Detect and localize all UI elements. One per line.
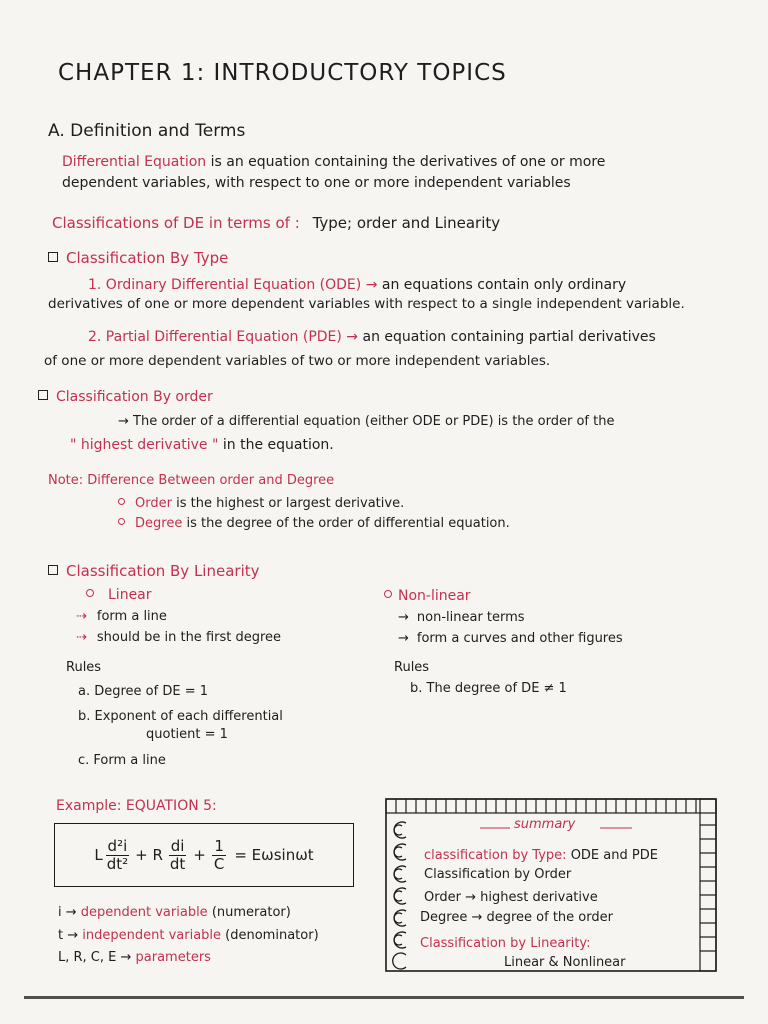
bullet-icon [118, 518, 125, 525]
note-bullet-2 [118, 516, 510, 531]
page-title: CHAPTER 1: INTRODUCTORY TOPICS [58, 60, 507, 86]
var-meaning: parameters [135, 950, 211, 965]
note-bullet-1 [118, 496, 404, 511]
circle-icon [86, 589, 94, 597]
linear-attr-2-text: should be in the first degree [96, 630, 282, 645]
ode-text: an equations contain only ordinary [381, 277, 627, 293]
var-meaning: dependent variable [80, 905, 208, 920]
rule-b-nonlinear: b. The degree of DE ≠ 1 [410, 681, 567, 696]
linear-text: Linear [108, 587, 152, 603]
summary-line-4: Degree → degree of the order [420, 910, 613, 925]
var-symbol: L, R, C, E → [58, 950, 132, 965]
summary-line-5: Classification by Linearity: [420, 936, 591, 951]
rule-b: b. Exponent of each differential [78, 709, 283, 724]
frac-den: C [213, 854, 225, 873]
frac-num: 1 [214, 836, 224, 855]
arrow-right-icon: → [398, 610, 409, 625]
summary-type-value: ODE and PDE [570, 848, 658, 863]
linearity-heading-label: Classification By Linearity [66, 562, 260, 580]
summary-line-6: Linear & Nonlinear [504, 955, 626, 970]
order-heading-label: Classification By order [56, 389, 213, 405]
summary-type-label: classification by Type: [424, 848, 567, 863]
page-edge [24, 996, 744, 999]
fraction-1-C [212, 838, 226, 873]
var-line-2 [58, 928, 319, 943]
arrow-right-icon: → [398, 631, 409, 646]
example-label: Example: EQUATION 5: [56, 798, 217, 814]
var-meaning: independent variable [82, 928, 222, 943]
degree-def: is the degree of the order of differential equation. [186, 516, 510, 531]
frac-den: dt [169, 854, 186, 873]
linear-attr-1 [76, 609, 167, 624]
highest-derivative-text: " highest derivative " [70, 437, 219, 453]
var-symbol: i → [58, 905, 77, 920]
classifications-types: Type; order and Linearity [312, 214, 501, 232]
pde-text: an equation containing partial derivatives [362, 329, 656, 345]
linearity-heading [48, 562, 260, 580]
order-heading [38, 389, 213, 405]
nonlinear-attr-1 [398, 610, 525, 625]
linear-label [86, 587, 152, 603]
checkbox-icon [48, 565, 58, 575]
ode-label: 1. Ordinary Differential Equation (ODE) → [88, 277, 378, 293]
summary-line-3: Order → highest derivative [424, 890, 598, 905]
definition-line-2: dependent variables, with respect to one or more independent variables [62, 175, 571, 191]
rules-label-right: Rules [394, 660, 430, 675]
var-line-3 [58, 950, 211, 965]
order-line-1: → The order of a differential equation (either ODE or PDE) is the order of the [118, 414, 615, 429]
order-line-2-text: in the equation. [222, 437, 334, 453]
classifications-line [52, 214, 500, 232]
summary-box [382, 795, 722, 975]
fraction-di-dt [168, 838, 187, 873]
linear-attr-1-text: form a line [96, 609, 167, 624]
equation-box [54, 823, 354, 887]
degree-term: Degree [135, 516, 183, 531]
rule-c: c. Form a line [78, 753, 166, 768]
var-note: (numerator) [211, 905, 291, 920]
nonlinear-label [384, 588, 471, 604]
definition-line-1 [62, 154, 605, 170]
type-item-2-line2: of one or more dependent variables of two or more independent variables. [44, 353, 551, 369]
note-label: Note: Difference Between order and Degree [48, 473, 335, 488]
circle-icon [384, 590, 392, 598]
nonlinear-attr-2-text: form a curves and other figures [416, 631, 623, 646]
definition-term: Differential Equation [62, 154, 207, 170]
order-line-2 [70, 437, 334, 453]
var-symbol: t → [58, 928, 79, 943]
arrow-right-icon: ⇢ [76, 630, 87, 645]
eq-L: L [94, 846, 103, 864]
section-heading: A. Definition and Terms [48, 121, 246, 141]
rule-a: a. Degree of DE = 1 [78, 684, 208, 699]
rules-label-left: Rules [66, 660, 102, 675]
arrow-right-icon: ⇢ [76, 609, 87, 624]
order-term: Order [135, 496, 172, 511]
var-note: (denominator) [225, 928, 319, 943]
type-heading [48, 249, 228, 267]
checkbox-icon [48, 252, 58, 262]
type-item-1 [88, 277, 626, 293]
nonlinear-attr-1-text: non-linear terms [416, 610, 525, 625]
linear-attr-2 [76, 630, 281, 645]
bullet-icon [118, 498, 125, 505]
summary-line-1 [424, 848, 658, 863]
classifications-label: Classifications of DE in terms of : [52, 214, 300, 232]
type-heading-label: Classification By Type [66, 249, 229, 267]
eq-rhs: = Eωsinωt [234, 846, 314, 864]
eq-plus: + [193, 846, 206, 864]
rule-b-cont: quotient = 1 [146, 727, 228, 742]
summary-line-2: Classification by Order [424, 867, 572, 882]
checkbox-icon [38, 390, 48, 400]
nonlinear-text: Non-linear [398, 588, 471, 604]
var-line-1 [58, 905, 291, 920]
definition-text: is an equation containing the derivatives of one or more [206, 154, 606, 170]
fraction-d2i-dt2 [105, 838, 130, 873]
type-item-2 [88, 329, 656, 345]
eq-plus-R: + R [135, 846, 163, 864]
order-def: is the highest or largest derivative. [176, 496, 405, 511]
summary-title: summary [514, 817, 576, 832]
nonlinear-attr-2 [398, 631, 623, 646]
type-item-1-line2: derivatives of one or more dependent variables with respect to a single independent variable. [48, 296, 685, 312]
pde-label: 2. Partial Differential Equation (PDE) → [88, 329, 359, 345]
frac-num: di [170, 836, 185, 855]
frac-num: d²i [107, 836, 128, 855]
frac-den: dt² [106, 854, 129, 873]
